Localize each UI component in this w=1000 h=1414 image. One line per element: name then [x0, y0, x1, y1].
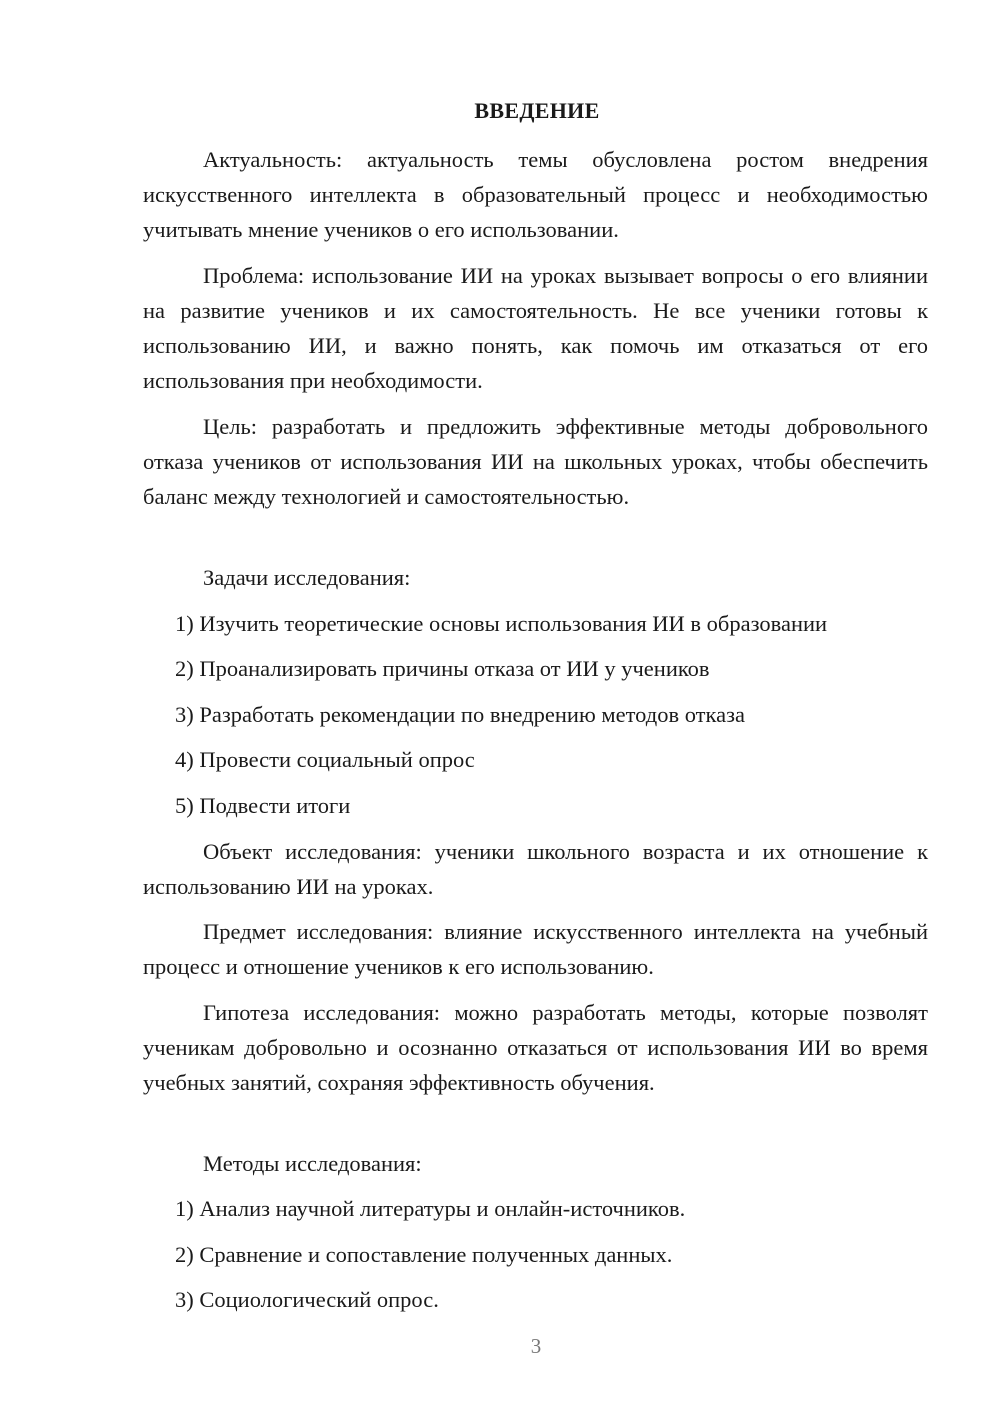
task-item: 3) Разработать рекомендации по внедрению методов отказа — [175, 702, 745, 727]
method-item: 3) Социологический опрос. — [175, 1287, 439, 1312]
goal-paragraph: Цель: разработать и предложить эффективные методы добровольного отказа учеников от использования ИИ на школьных уроках, чтобы обеспечить баланс между технологией и самостоятельностью. — [143, 414, 928, 509]
task-item: 5) Подвести итоги — [175, 793, 351, 818]
page-title: ВВЕДЕНИЕ — [474, 98, 600, 123]
methods-heading: Методы исследования: — [203, 1151, 422, 1176]
hypothesis-paragraph: Гипотеза исследования: можно разработать методы, которые позволят ученикам добровольно и осознанно отказаться от использования ИИ во время учебных занятий, сохраняя эффективность обучения. — [143, 1000, 928, 1095]
relevance-paragraph: Актуальность: актуальность темы обусловлена ростом внедрения искусственного интеллекта в образовательный процесс и необходимостью учитывать мнение учеников о его использовании. — [143, 147, 928, 242]
object-paragraph: Объект исследования: ученики школьного возраста и их отношение к использованию ИИ на уроках. — [143, 839, 928, 899]
tasks-heading: Задачи исследования: — [203, 565, 411, 590]
problem-paragraph: Проблема: использование ИИ на уроках вызывает вопросы о его влиянии на развитие учеников и их самостоятельность. Не все ученики готовы к использованию ИИ, и важно понять, как помочь им отказаться от его использования при необходимости. — [143, 263, 928, 393]
page-number: 3 — [530, 1334, 542, 1358]
task-item: 4) Провести социальный опрос — [175, 747, 475, 772]
task-item: 1) Изучить теоретические основы использования ИИ в образовании — [175, 611, 828, 636]
method-item: 1) Анализ научной литературы и онлайн-источников. — [175, 1196, 686, 1221]
subject-paragraph: Предмет исследования: влияние искусственного интеллекта на учебный процесс и отношение учеников к его использованию. — [143, 919, 928, 979]
task-item: 2) Проанализировать причины отказа от ИИ у учеников — [175, 656, 710, 681]
method-item: 2) Сравнение и сопоставление полученных данных. — [175, 1242, 673, 1267]
